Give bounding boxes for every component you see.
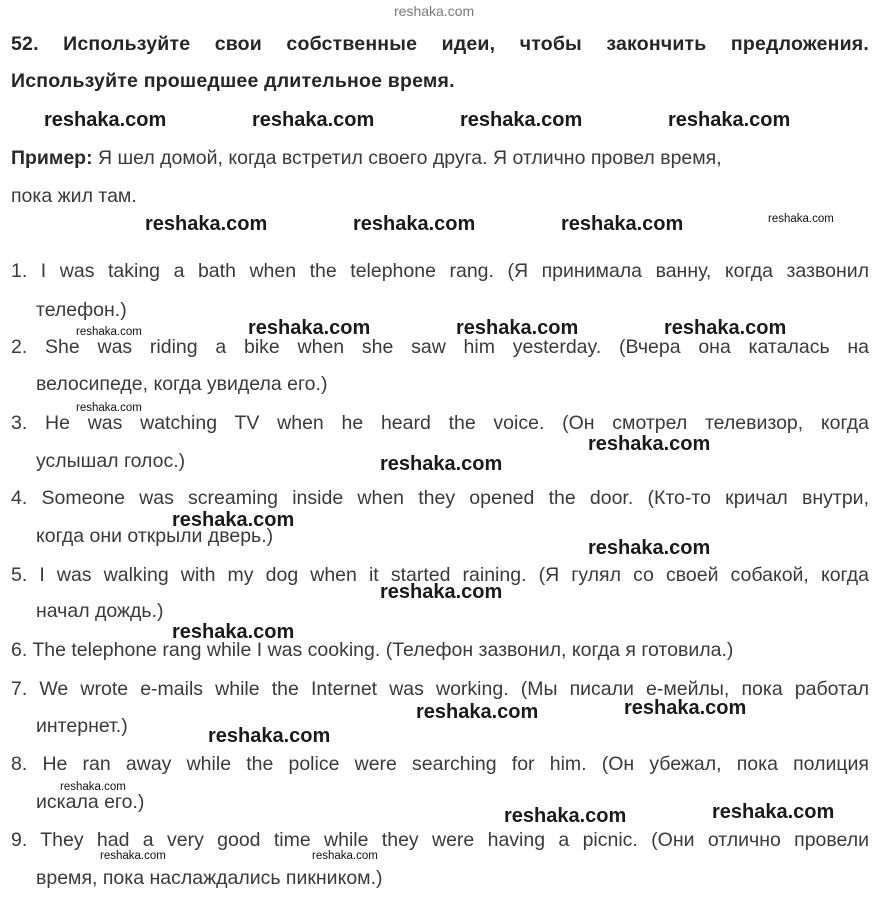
example-label: Пример:: [11, 147, 93, 169]
sentence-2-line-2: велосипеде, когда увидела его.): [36, 373, 328, 395]
watermark: reshaka.com: [664, 317, 787, 339]
watermark: reshaka.com: [44, 109, 167, 131]
watermark: reshaka.com: [76, 326, 142, 338]
example-line-1: [11, 145, 869, 171]
watermark: reshaka.com: [768, 213, 834, 225]
sentence-4-line-2: когда они открыли дверь.): [36, 525, 274, 547]
watermark: reshaka.com: [588, 537, 711, 559]
watermark: reshaka.com: [145, 213, 268, 235]
watermark: reshaka.com: [380, 581, 503, 603]
example-line-2: пока жил там.: [11, 185, 137, 207]
watermark: reshaka.com: [60, 781, 126, 793]
task-title-line-2: Используйте прошедшее длительное время.: [11, 70, 455, 92]
watermark: reshaka.com: [456, 317, 579, 339]
watermark: reshaka.com: [208, 725, 331, 747]
sentence-3-line-2: услышал голос.): [36, 450, 186, 472]
sentence-9-line-2: время, пока наслаждались пикником.): [36, 867, 383, 889]
watermark: reshaka.com: [353, 213, 476, 235]
watermark: reshaka.com: [504, 805, 627, 827]
watermark: reshaka.com: [624, 697, 747, 719]
sentence-1-line-1: 1. I was taking a bath when the telephone rang. (Я принимала ванну, когда зазвонил: [11, 260, 869, 282]
sentence-5-line-2: начал дождь.): [36, 600, 164, 622]
watermark: reshaka.com: [588, 433, 711, 455]
task-title-text: Используйте свои собственные идеи, чтобы закончить предложения.: [63, 33, 869, 55]
watermark: reshaka.com: [100, 850, 166, 862]
watermark: reshaka.com: [394, 3, 475, 19]
sentence-8-line-1: 8. He ran away while the police were searching for him. (Он убежал, пока полиция: [11, 753, 869, 775]
example-text: Я шел домой, когда встретил своего друга. Я отлично провел время,: [98, 147, 722, 169]
watermark: reshaka.com: [416, 701, 539, 723]
task-number: 52.: [11, 33, 39, 55]
sentence-9-line-1: 9. They had a very good time while they were having a picnic. (Они отлично провели: [11, 829, 869, 851]
watermark: reshaka.com: [172, 621, 295, 643]
watermark: reshaka.com: [248, 317, 371, 339]
sentence-5-line-1: 5. I was walking with my dog when it started raining. (Я гулял со своей собакой, когда: [11, 564, 869, 586]
watermark: reshaka.com: [172, 509, 295, 531]
sentence-6-line-1: 6. The telephone rang while I was cooking. (Телефон зазвонил, когда я готовила.): [11, 639, 734, 661]
watermark: reshaka.com: [668, 109, 791, 131]
watermark: reshaka.com: [460, 109, 583, 131]
sentence-7-line-2: интернет.): [36, 715, 128, 737]
sentence-1-line-2: телефон.): [36, 299, 127, 321]
sentence-8-line-2: искала его.): [36, 791, 145, 813]
sentence-4-line-1: 4. Someone was screaming inside when they opened the door. (Кто-то кричал внутри,: [11, 487, 869, 509]
sentence-3-line-1: 3. He was watching TV when he heard the voice. (Он смотрел телевизор, когда: [11, 412, 869, 434]
watermark: reshaka.com: [712, 801, 835, 823]
watermark: reshaka.com: [252, 109, 375, 131]
task-title-line-1: [11, 31, 869, 57]
watermark: reshaka.com: [76, 402, 142, 414]
sentence-7-line-1: 7. We wrote e-mails while the Internet was working. (Мы писали е-мейлы, пока работал: [11, 678, 869, 700]
watermark: reshaka.com: [312, 850, 378, 862]
watermark: reshaka.com: [561, 213, 684, 235]
sentence-2-line-1: 2. She was riding a bike when she saw him yesterday. (Вчера она каталась на: [11, 336, 869, 358]
watermark: reshaka.com: [380, 453, 503, 475]
